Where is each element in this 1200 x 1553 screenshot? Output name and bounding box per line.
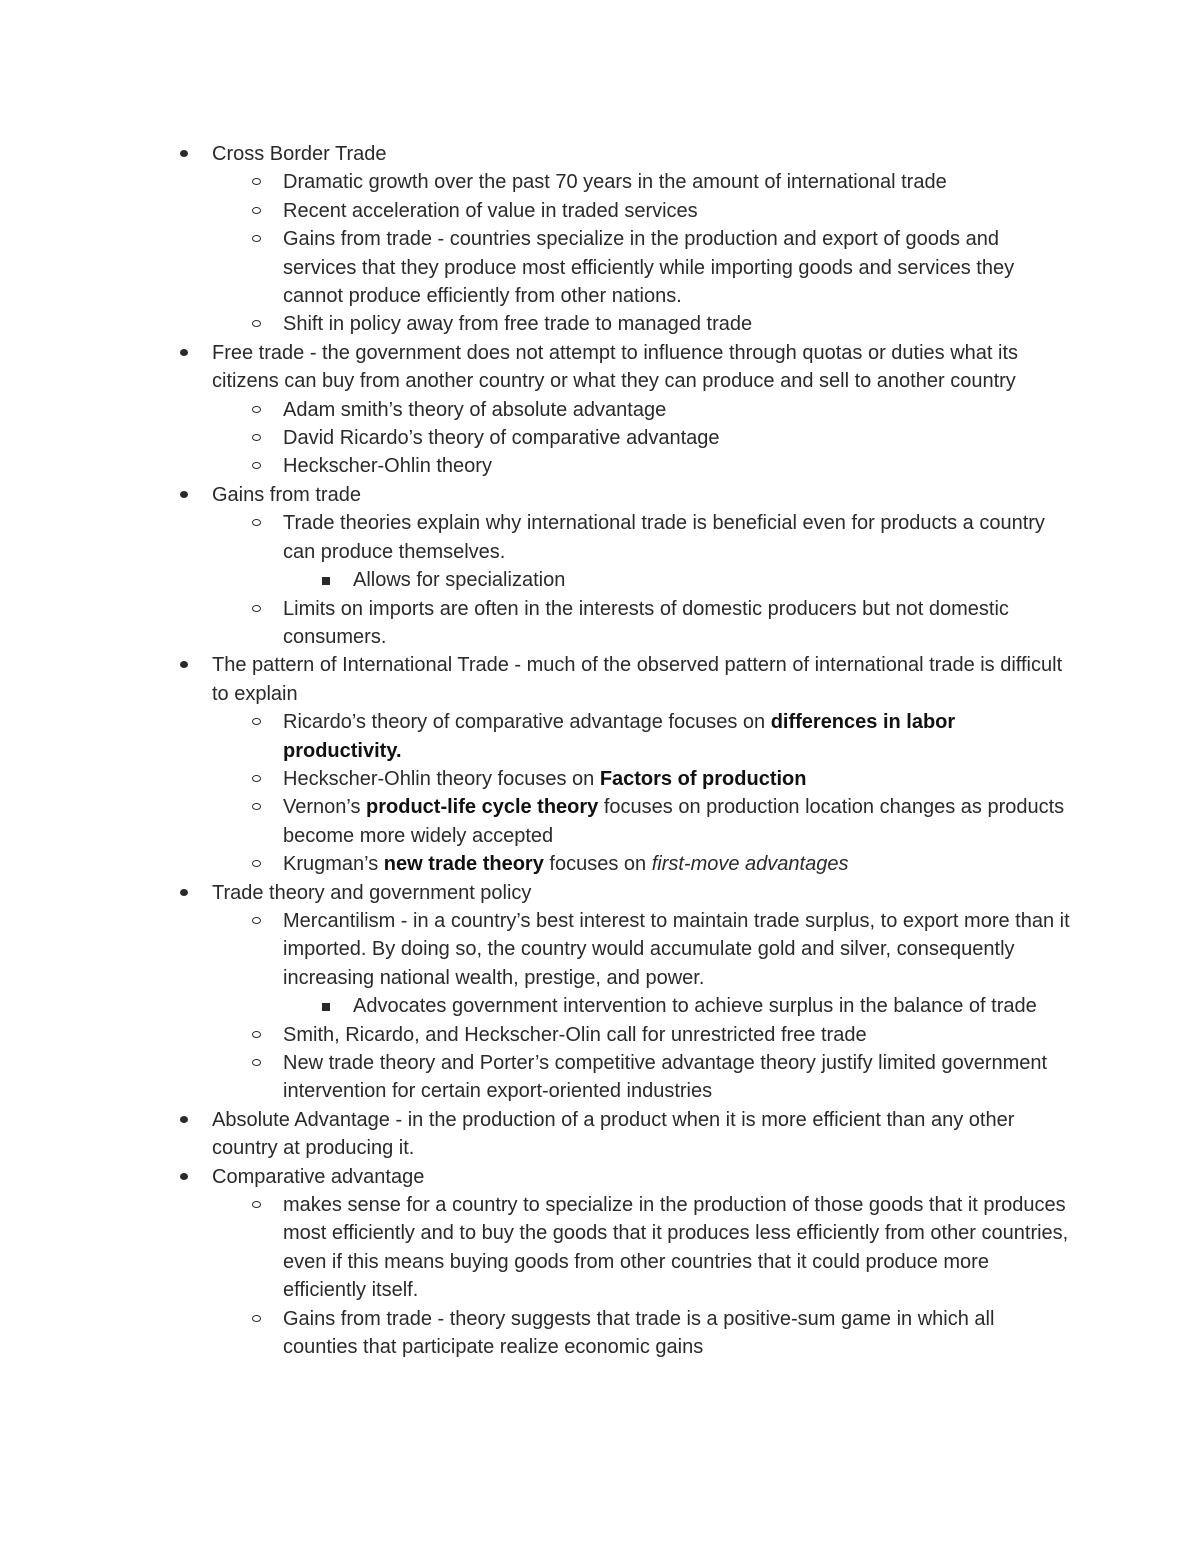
list-item-level-1	[212, 1106, 1072, 1163]
text-run: Absolute Advantage - in the production of a product when it is more efficient than any other country at producing it.	[212, 1108, 1015, 1160]
hollow-circle-bullet-icon	[252, 605, 261, 612]
list-item-level-2	[283, 168, 1073, 196]
text-run: Gains from trade - theory suggests that trade is a positive-sum game in which all counties that participate realize economic gains	[283, 1307, 995, 1359]
list-item-text	[283, 228, 1014, 307]
list-item-level-2	[283, 765, 1073, 793]
list-item-level-2	[283, 310, 1073, 338]
text-run: makes sense for a country to specialize in the production of those goods that it produces most efficiently and to buy the goods that it produces less efficiently from other countries, even if this means buying goods from other countries that it could produce more efficiently itself.	[283, 1194, 1069, 1302]
text-run: Gains from trade - countries specialize in the production and export of goods and services that they produce most efficiently while importing goods and services they cannot produce efficiently from other nations.	[283, 228, 1015, 308]
list-item-text	[283, 711, 955, 761]
list-item-text	[283, 768, 806, 790]
notes-document	[0, 140, 1200, 1361]
text-run: Krugman’s	[283, 853, 384, 876]
list-item-level-2	[283, 225, 1073, 310]
list-item-text	[283, 1308, 994, 1358]
filled-circle-bullet-icon	[180, 349, 188, 356]
list-item-level-1	[212, 879, 1072, 907]
hollow-circle-bullet-icon	[252, 207, 261, 214]
text-run: Recent acceleration of value in traded services	[283, 199, 698, 222]
list-item-text	[283, 171, 947, 193]
filled-circle-bullet-icon	[180, 491, 188, 498]
list-item-text	[283, 399, 666, 421]
square-bullet-icon	[322, 577, 330, 585]
list-item-level-1	[212, 651, 1072, 708]
text-run: Trade theories explain why international trade is beneficial even for products a country can produce themselves.	[283, 512, 1045, 563]
list-item-text	[212, 882, 531, 904]
list-item-level-2	[283, 1049, 1073, 1106]
list-item-text	[283, 1052, 1047, 1102]
list-item-text	[283, 1024, 867, 1046]
text-run: Limits on imports are often in the interests of domestic producers but not domestic consumers.	[283, 597, 1009, 648]
text-run: Cross Border Trade	[212, 143, 387, 165]
list-item-level-1	[212, 339, 1072, 396]
hollow-circle-bullet-icon	[252, 917, 261, 924]
text-run: Heckscher-Ohlin theory	[283, 455, 492, 478]
list-item-level-2	[283, 1305, 1073, 1362]
hollow-circle-bullet-icon	[252, 718, 261, 725]
text-run: focuses on	[543, 853, 652, 876]
text-run: Heckscher-Ohlin theory focuses on	[283, 767, 600, 790]
text-run: New trade theory and Porter’s competitive advantage theory justify limited government intervention for certain export-oriented industries	[283, 1052, 1048, 1103]
list-item-level-2	[283, 793, 1073, 850]
hollow-circle-bullet-icon	[252, 1201, 261, 1208]
text-run: Advocates government intervention to achieve surplus in the balance of trade	[353, 995, 1037, 1018]
filled-circle-bullet-icon	[180, 889, 188, 896]
text-run: focuses on production location changes as products become more widely accepted	[283, 796, 1065, 847]
list-item-text	[283, 455, 492, 477]
list-item-text	[283, 853, 848, 875]
list-item-level-2	[283, 907, 1073, 992]
text-run: David Ricardo’s theory of comparative advantage	[283, 427, 720, 450]
filled-circle-bullet-icon	[180, 150, 188, 157]
list-item-level-2	[283, 509, 1073, 566]
list-item-text	[283, 427, 720, 449]
list-item-level-2	[283, 708, 1073, 765]
square-bullet-icon	[322, 1003, 330, 1011]
text-run: Ricardo’s theory of comparative advantage focuses on	[283, 711, 771, 734]
list-item-text	[212, 1166, 424, 1188]
text-run: Mercantilism - in a country’s best interest to maintain trade surplus, to export more than it imported. By doing so, the country would accumulate gold and silver, consequently increasing national wealth, prestige, and power.	[283, 909, 1070, 989]
filled-circle-bullet-icon	[180, 661, 188, 668]
list-item-level-2	[283, 452, 1073, 480]
list-item-level-1	[212, 1163, 1072, 1191]
list-item-text	[283, 796, 1064, 846]
list-item-level-2	[283, 424, 1073, 452]
list-item-text	[283, 1194, 1068, 1301]
list-item-level-2	[283, 595, 1073, 652]
list-item-level-2	[283, 396, 1073, 424]
text-run: Smith, Ricardo, and Heckscher-Olin call for unrestricted free trade	[283, 1023, 867, 1046]
hollow-circle-bullet-icon	[252, 1059, 261, 1066]
list-item-text	[283, 598, 1009, 648]
list-item-level-1	[212, 140, 1072, 168]
filled-circle-bullet-icon	[180, 1116, 188, 1123]
list-item-level-3	[353, 992, 1053, 1020]
list-item-text	[212, 143, 387, 165]
bold-text: differences in labor productivity.	[283, 711, 956, 762]
list-item-level-3	[353, 566, 1053, 594]
text-run: Shift in policy away from free trade to managed trade	[283, 313, 753, 336]
italic-text: first-move advantages	[651, 853, 849, 876]
filled-circle-bullet-icon	[180, 1173, 188, 1180]
list-item-level-1	[212, 481, 1072, 509]
text-run: Comparative advantage	[212, 1165, 425, 1188]
list-item-text	[353, 995, 1037, 1017]
text-run: Free trade - the government does not attempt to influence through quotas or duties what its citizens can buy from another country or what they can produce and sell to another country	[212, 341, 1019, 393]
hollow-circle-bullet-icon	[252, 462, 261, 469]
list-item-text	[212, 342, 1018, 392]
text-run: Gains from trade	[212, 483, 361, 506]
list-item-level-2	[283, 1191, 1073, 1305]
list-item-text	[212, 484, 361, 506]
hollow-circle-bullet-icon	[252, 434, 261, 441]
hollow-circle-bullet-icon	[252, 235, 261, 242]
list-item-level-2	[283, 1021, 1073, 1049]
list-item-level-2	[283, 197, 1073, 225]
list-item-text	[283, 313, 752, 335]
hollow-circle-bullet-icon	[252, 178, 261, 185]
hollow-circle-bullet-icon	[252, 1315, 261, 1322]
list-item-text	[212, 654, 1062, 704]
list-item-level-2	[283, 850, 1073, 878]
list-item-text	[283, 512, 1045, 562]
text-run: Allows for specialization	[353, 569, 566, 592]
bold-text: product-life cycle theory	[366, 796, 599, 819]
list-item-text	[283, 200, 698, 222]
text-run: Vernon’s	[283, 796, 367, 819]
bold-text: Factors of production	[599, 767, 807, 790]
hollow-circle-bullet-icon	[252, 775, 261, 782]
hollow-circle-bullet-icon	[252, 860, 261, 867]
text-run: The pattern of International Trade - much of the observed pattern of international trade is difficult to explain	[212, 654, 1063, 705]
text-run: Trade theory and government policy	[212, 881, 532, 904]
hollow-circle-bullet-icon	[252, 406, 261, 413]
hollow-circle-bullet-icon	[252, 519, 261, 526]
hollow-circle-bullet-icon	[252, 320, 261, 327]
list-item-text	[283, 910, 1070, 989]
text-run: Adam smith’s theory of absolute advantage	[283, 398, 667, 421]
hollow-circle-bullet-icon	[252, 1031, 261, 1038]
list-item-text	[353, 569, 565, 591]
text-run: Dramatic growth over the past 70 years in the amount of international trade	[283, 171, 947, 194]
hollow-circle-bullet-icon	[252, 803, 261, 810]
bold-text: new trade theory	[383, 853, 544, 876]
list-item-text	[212, 1109, 1014, 1159]
